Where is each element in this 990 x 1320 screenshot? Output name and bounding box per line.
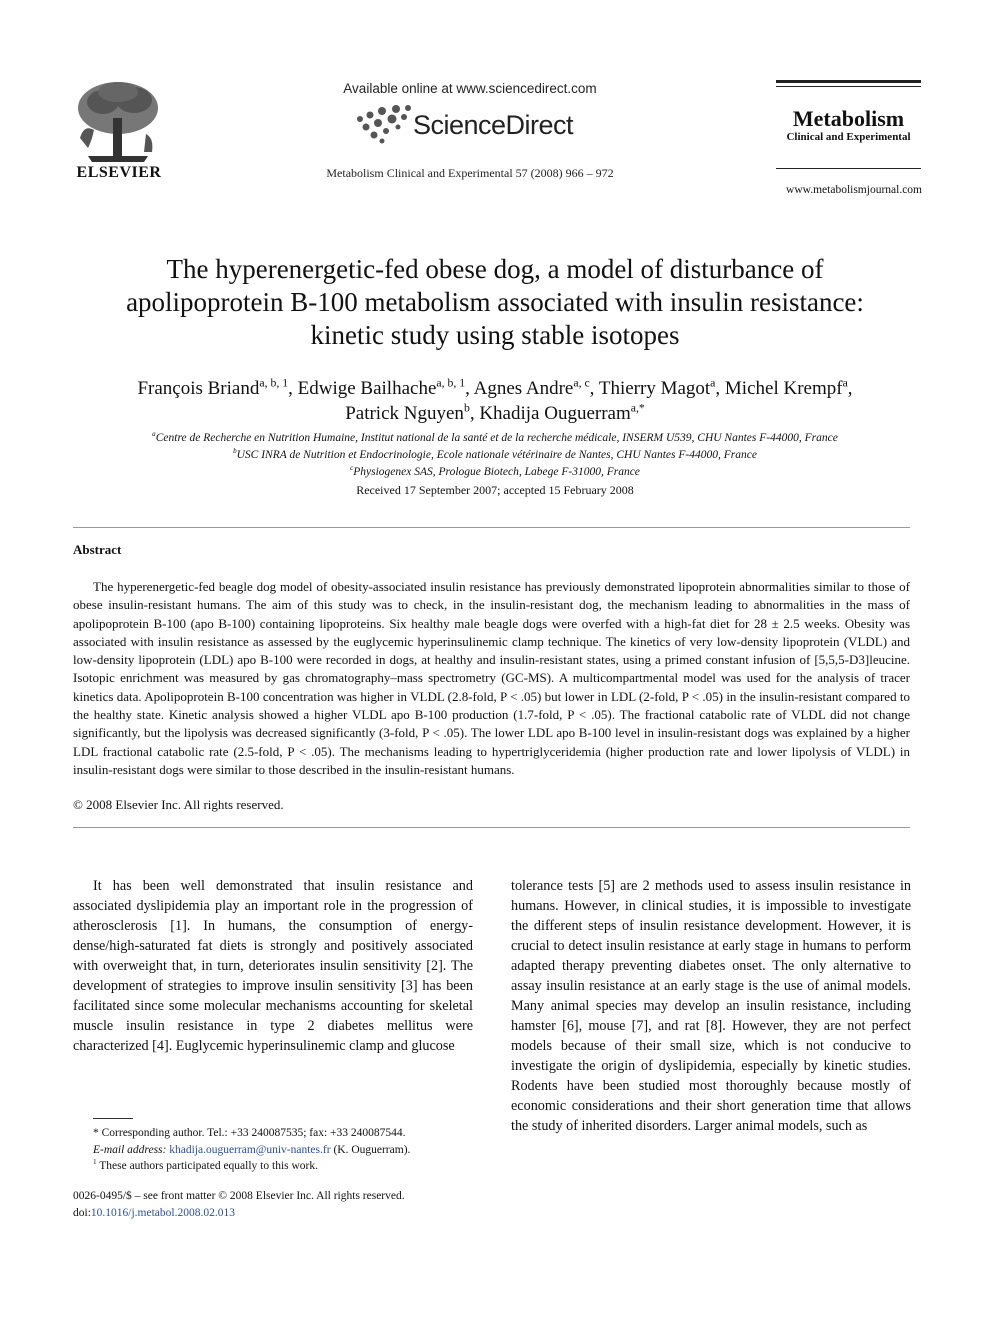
abstract-heading: Abstract — [73, 542, 122, 557]
equal-contribution-text: These authors participated equally to this work. — [99, 1160, 318, 1172]
footnote-equal-contribution: $^1$ These authors participated equally to this work. — [93, 1158, 318, 1172]
affiliation-mark: c — [350, 464, 354, 473]
abstract-rule-top — [73, 527, 910, 528]
abstract-copyright: © 2008 Elsevier Inc. All rights reserved. — [73, 797, 284, 812]
author-list — [60, 376, 930, 426]
abstract-rule-bottom — [73, 827, 910, 828]
author-name[interactable]: Michel Krempf — [724, 378, 843, 399]
title-line-2: apolipoprotein B-100 metabolism associated with insulin resistance: — [126, 287, 864, 317]
affiliation-text: Centre de Recherche en Nutrition Humaine, Institut national de la santé et de la recherche médicale, INSERM U539, CHU Nantes F-44000, France — [155, 432, 838, 444]
affiliation-mark: a — [152, 430, 156, 439]
affiliation-list — [60, 430, 930, 481]
email-link[interactable]: khadija.ouguerram@univ-nantes.fr — [169, 1143, 331, 1156]
footnotes — [73, 1125, 473, 1175]
doi-line — [73, 1205, 493, 1222]
author-name[interactable]: Agnes Andre — [473, 378, 574, 399]
author-affil-mark: a,* — [630, 401, 645, 415]
body-column-left: It has been well demonstrated that insulin resistance and associated dyslipidemia play an important role in the progression of atherosclerosis [1]. In humans, the consumption of energy-dense/high-saturated fat diets is strongly and positively associated with overweight that, in turn, deteriorates insulin sensitivity [2]. The development of strategies to improve insulin sensitivity [3] has been facilitated since some molecular mechanisms accounting for skeletal muscle insulin resistance in type 2 diabetes mellitus were characterized [4]. Euglycemic hyperinsulinemic clamp and glucose — [73, 878, 473, 1054]
journal-rule-top-thin — [776, 86, 921, 87]
author-separator: , — [469, 403, 480, 424]
title-line-3: kinetic study using stable isotopes — [310, 320, 680, 350]
journal-citation: Metabolism Clinical and Experimental 57 (2008) 966 – 972 — [326, 166, 614, 180]
title-line-1: The hyperenergetic-fed obese dog, a model of disturbance of — [166, 254, 824, 284]
author-name[interactable]: Thierry Magot — [598, 378, 711, 399]
author-affil-mark: a — [710, 376, 716, 390]
front-matter — [73, 1188, 493, 1222]
sciencedirect-brand[interactable]: ScienceDirect — [413, 110, 574, 140]
author-line-2 — [60, 401, 930, 426]
body-column-right: tolerance tests [5] are 2 methods used to assess insulin resistance in humans. However, in clinical studies, it is impossible to investigate the different steps of insulin resistance development. However, it is crucial to detect insulin resistance at early stage in humans to perform adapted therapy preventing diabetes onset. The only alternative to assay insulin resistance at an early stage is the use of animal models. Many animal species may develop an insulin resistance, including hamster [6], mouse [7], and rat [8]. However, they are not perfect models because of their small size, which is not conducive to investigate the origin of dyslipidemia, especially by kinetic studies. Rodents have been studied most thoroughly because mostly of economic considerations and their short generation time that allows the study of inherited disorders. Larger animal models, such as — [511, 878, 911, 1134]
footnote-corresponding: * Corresponding author. Tel.: +33 240087535; fax: +33 240087544. — [93, 1127, 406, 1139]
available-online-text[interactable]: Available online at www.sciencedirect.com — [343, 81, 597, 96]
footnote-email — [73, 1142, 473, 1159]
author-separator: , — [715, 378, 725, 399]
author-affil-mark: a, b, 1 — [259, 376, 289, 390]
footnote-rule — [93, 1118, 133, 1119]
author-name[interactable]: Khadija Ouguerram — [479, 403, 631, 424]
doi-link[interactable]: 10.1016/j.metabol.2008.02.013 — [90, 1207, 235, 1219]
author-separator: , — [847, 378, 853, 399]
author-separator: , — [465, 378, 474, 399]
affiliation-item — [60, 464, 930, 481]
doi-label: doi: — [73, 1207, 91, 1219]
abstract-text: The hyperenergetic-fed beagle dog model of obesity-associated insulin resistance has previously demonstrated lipoprotein abnormalities similar to those of obese insulin-resistant humans. The aim of this study was to check, in the insulin-resistant dog, the mechanism leading to abnormalities in the mass of apolipoprotein B-100 (apo B-100) containing lipoproteins. Six healthy male beagle dogs were overfed with a high-fat diet for 28 ± 2.5 weeks. Obesity was associated with insulin resistance as assessed by the euglycemic hyperinsulinemic clamp technique. The kinetics of very low-density lipoprotein (VLDL) and low-density lipoprotein (LDL) apo B-100 were recorded in dogs, at healthy and insulin-resistant states, using a primed constant infusion of [5,5,5-D3]leucine. Isotopic enrichment was measured by gas chromatography–mass spectrometry (GC-MS). A multicompartmental model was used for the analysis of tracer kinetics data. Apolipoprotein B-100 concentration was higher in VLDL (2.8-fold, P < .05) but lower in LDL (2-fold, P < .05) in the insulin-resistant compared to the healthy state. Kinetic analysis showed a higher VLDL apo B-100 production (1.7-fold, P < .05). The fractional catabolic rate of VLDL did not change significantly, but the lipolysis was decreased significantly (3-fold, P < .05). The lower LDL apo B-100 level in insulin-resistant dogs was explained by a higher LDL fractional catabolic rate (2.5-fold, P < .05). The mechanisms leading to hypertriglyceridemia (higher production rate and lower lipolysis of VLDL) in insulin-resistant dogs were similar to those described in the insulin-resistant humans. — [73, 579, 910, 777]
email-suffix: (K. Ouguerram). — [333, 1143, 411, 1156]
journal-subtitle: Clinical and Experimental — [786, 131, 911, 143]
author-name[interactable]: Patrick Nguyen — [345, 403, 464, 424]
email-label: E-mail address: — [93, 1143, 167, 1156]
publisher-name: ELSEVIER — [76, 164, 162, 181]
article-title — [70, 253, 920, 352]
author-name[interactable]: François Briand — [137, 378, 260, 399]
author-name[interactable]: Edwige Bailhache — [297, 378, 437, 399]
journal-rule-top — [776, 80, 921, 83]
journal-rule-bottom — [776, 168, 921, 169]
author-line-1 — [60, 376, 930, 401]
received-dates: Received 17 September 2007; accepted 15 February 2008 — [356, 483, 634, 497]
affiliation-item — [60, 447, 930, 464]
affiliation-text: USC INRA de Nutrition et Endocrinologie, Ecole nationale vétérinaire de Nantes, CHU Nantes F-44000, France — [236, 449, 757, 461]
journal-title: Metabolism — [792, 106, 905, 131]
front-matter-text: 0026-0495/$ – see front matter © 2008 Elsevier Inc. All rights reserved. — [73, 1190, 405, 1202]
journal-url[interactable]: www.metabolismjournal.com — [786, 184, 922, 196]
author-affil-mark: a, b, 1 — [436, 376, 466, 390]
author-separator: , — [288, 378, 298, 399]
author-affil-mark: b — [463, 401, 470, 415]
author-affil-mark: a — [842, 376, 848, 390]
corresponding-author-text: Corresponding author. Tel.: +33 240087535; fax: +33 240087544. — [101, 1127, 406, 1139]
affiliation-item — [60, 430, 930, 447]
author-separator: , — [589, 378, 599, 399]
affiliation-text: Physiogenex SAS, Prologue Biotech, Labege F-31000, France — [353, 466, 640, 478]
affiliation-mark: b — [233, 447, 237, 456]
author-affil-mark: a, c — [573, 376, 590, 390]
